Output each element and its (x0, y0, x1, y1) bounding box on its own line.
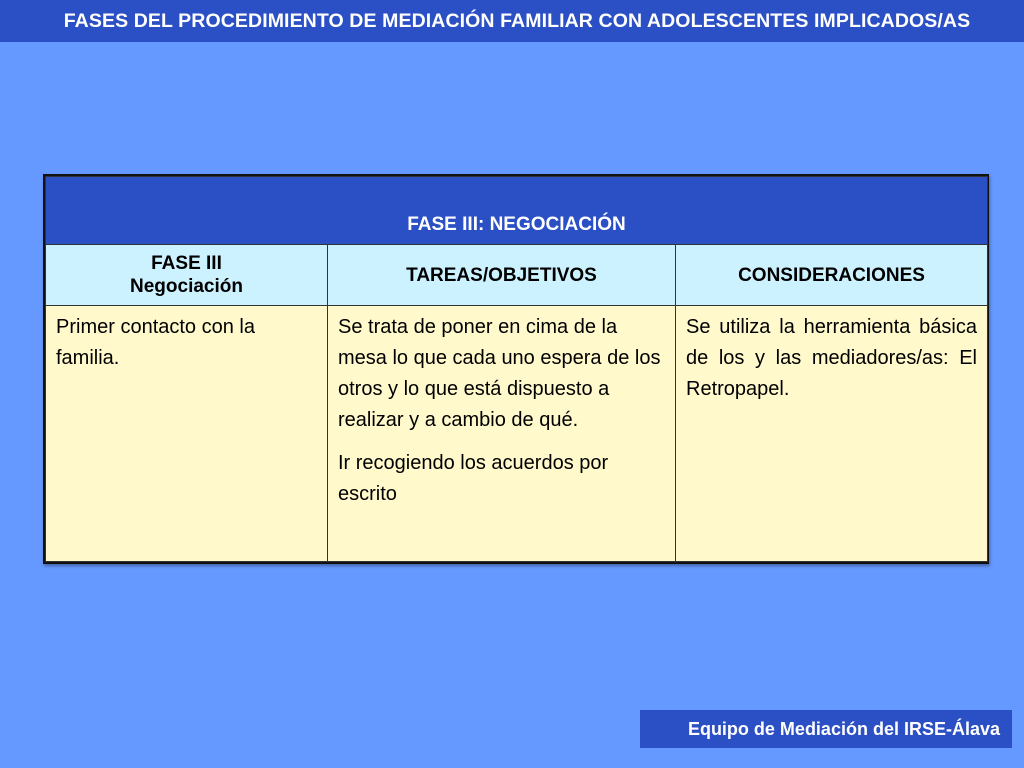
tasks-paragraph-2: Ir recogiendo los acuerdos por escrito (338, 452, 609, 505)
column-header-phase-line1: FASE III (151, 253, 222, 274)
footer-credit: Equipo de Mediación del IRSE-Álava (640, 710, 1012, 748)
column-header-considerations: CONSIDERACIONES (676, 245, 988, 306)
cell-considerations (676, 306, 988, 562)
cell-tasks (328, 306, 676, 562)
slide-title: FASES DEL PROCEDIMIENTO DE MEDIACIÓN FAMILIAR CON ADOLESCENTES IMPLICADOS/AS (0, 0, 1024, 42)
cell-phase-description (46, 306, 328, 562)
tasks-paragraph-1: Se trata de poner en cima de la mesa lo que cada uno espera de los otros y lo que está dispuesto a realizar y a cambio de qué. (338, 316, 661, 431)
phase-heading: FASE III: NEGOCIACIÓN (46, 177, 988, 245)
table-row (46, 306, 988, 562)
column-header-phase (46, 245, 328, 306)
considerations-text: Se utiliza la herramienta básica de los y las mediadores/as: El Retropapel. (686, 316, 977, 400)
column-header-tasks: TAREAS/OBJETIVOS (328, 245, 676, 306)
phase-description-text: Primer contacto con la familia. (56, 316, 255, 369)
phase-table (43, 174, 989, 564)
column-header-phase-line2: Negociación (130, 276, 243, 297)
